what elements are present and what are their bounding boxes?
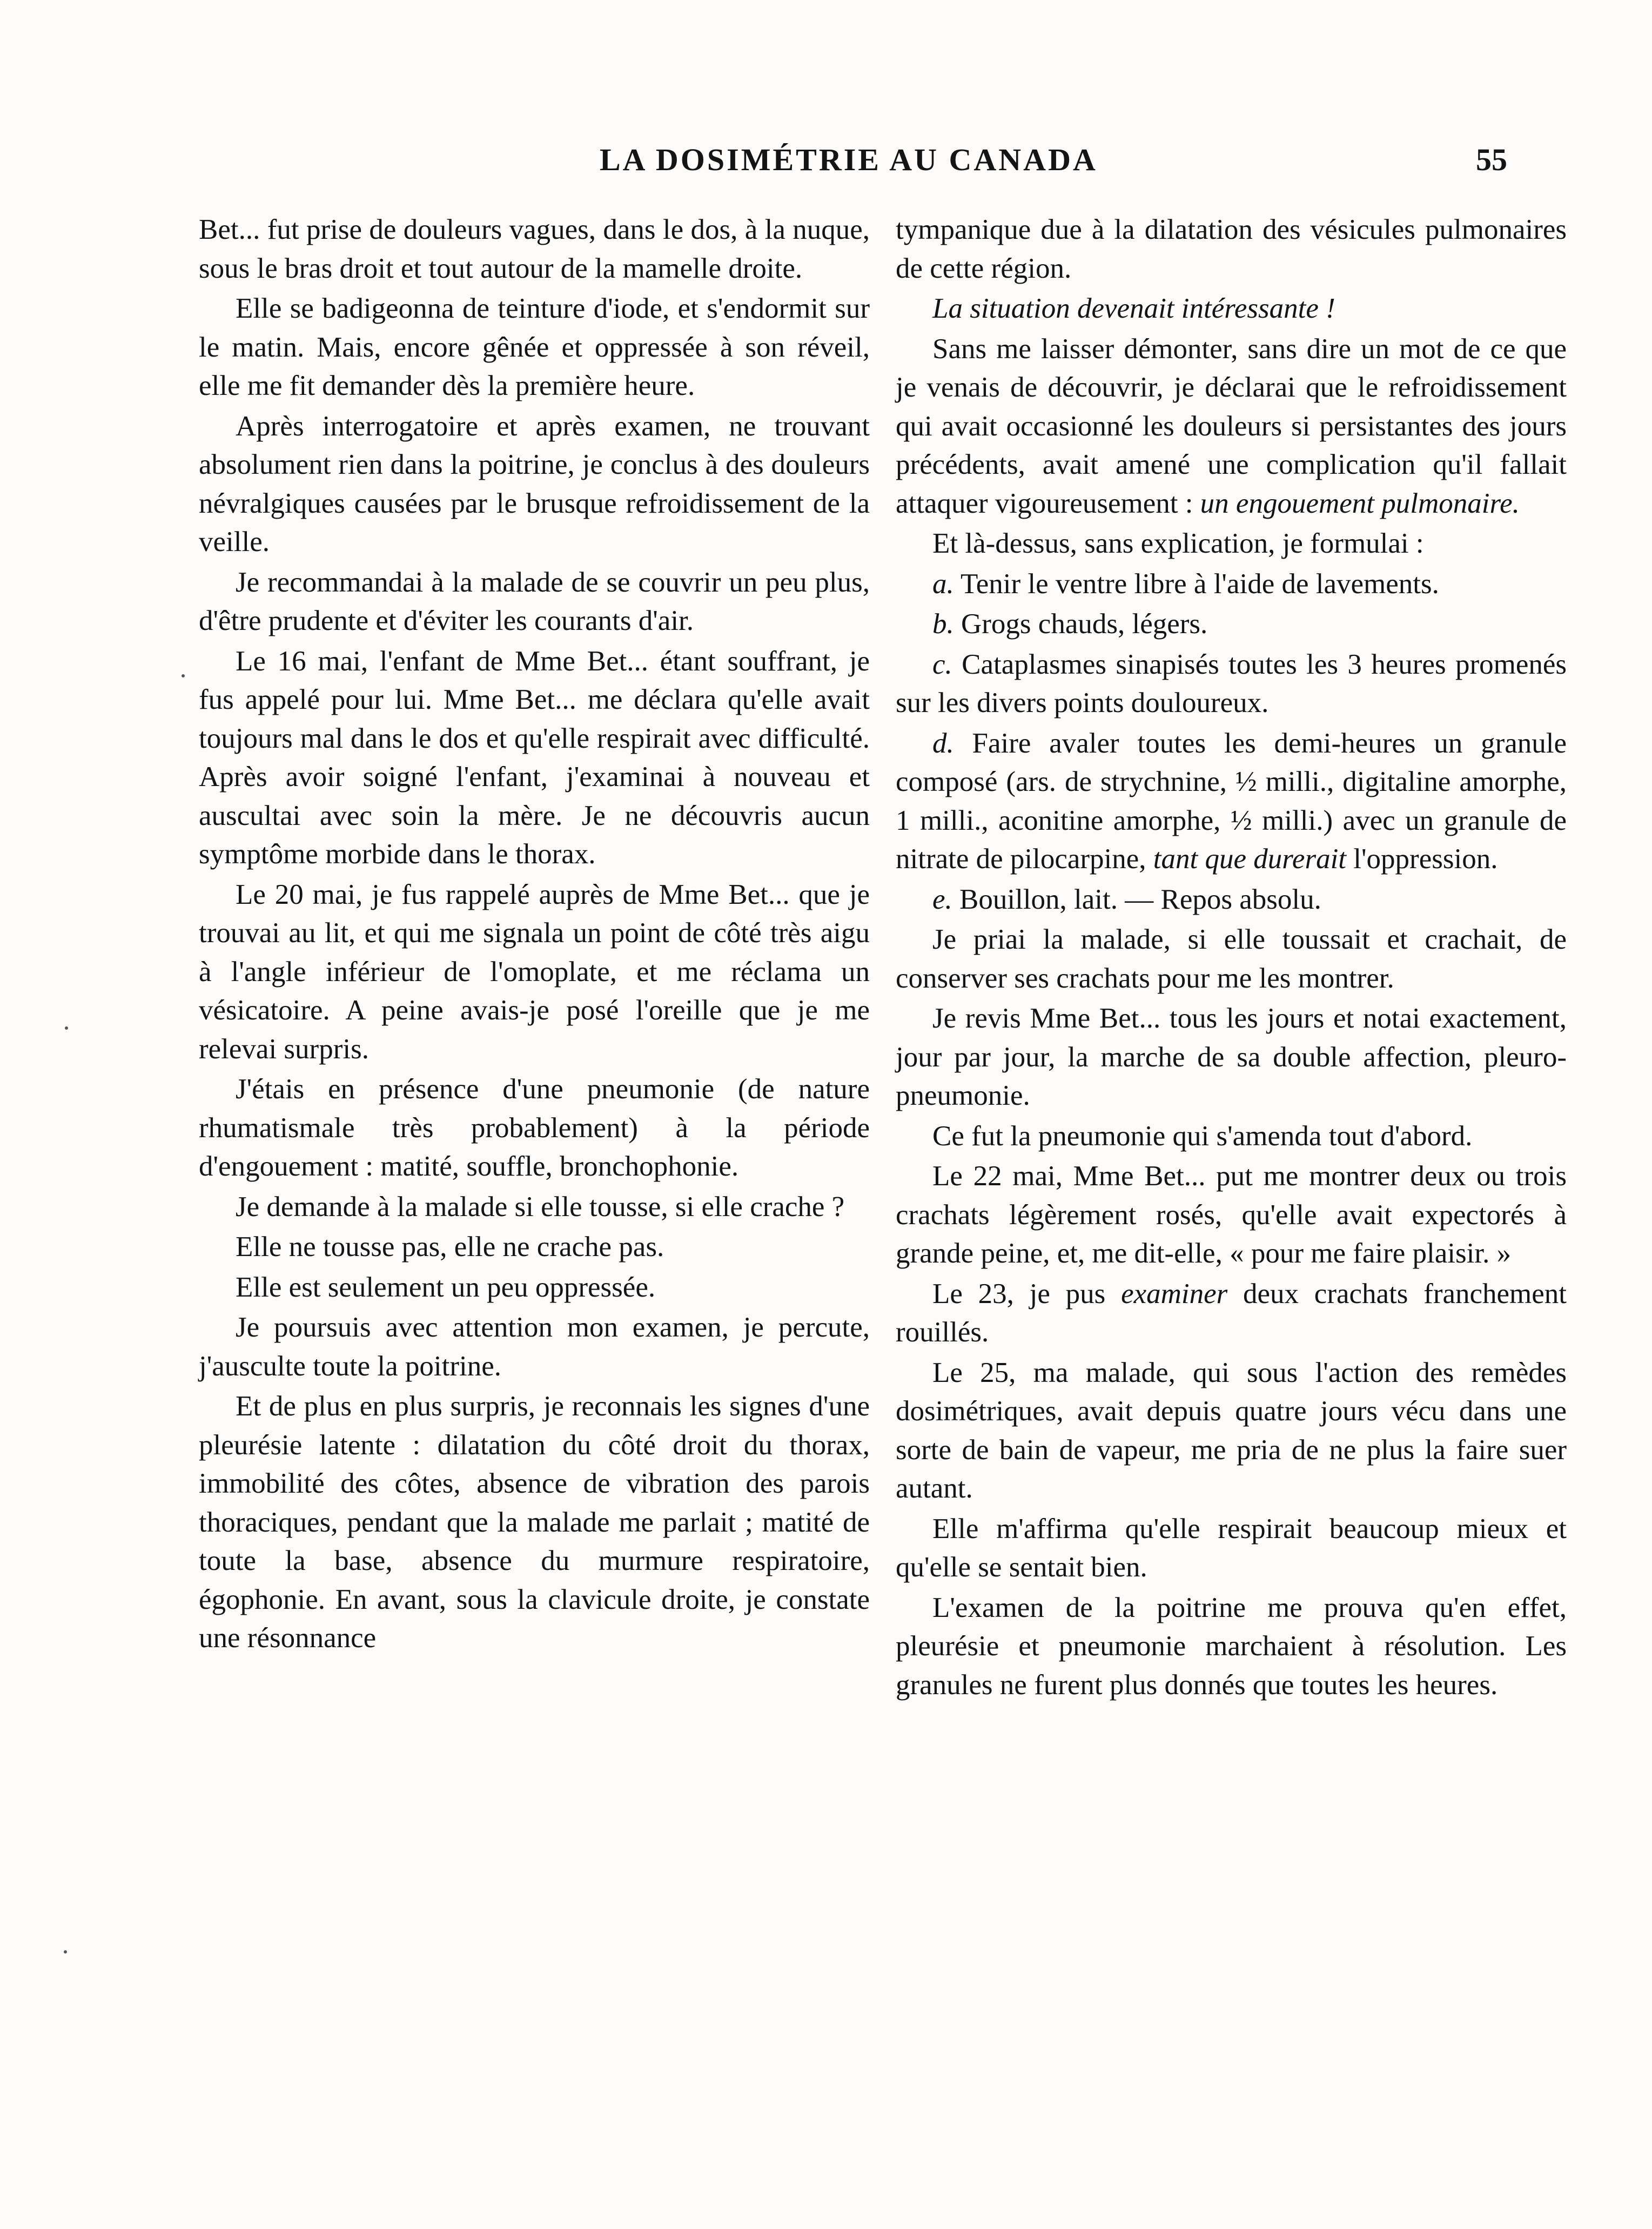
left-column [199, 211, 870, 1660]
paragraph: tympanique due à la dilatation des vésicules pulmonaires de cette région. [896, 214, 1567, 284]
paragraph [896, 1275, 1567, 1352]
emphasis: un engouement pulmonaire. [1200, 487, 1520, 519]
item-text: Cataplasmes sinapisés toutes les 3 heures promenés sur les divers points douloureux. [896, 648, 1567, 719]
paragraph: Je revis Mme Bet... tous les jours et notai exactement, jour par jour, la marche de sa double affection, pleuro-pneumonie. [896, 1003, 1567, 1111]
paragraph: Après interrogatoire et après examen, ne trouvant absolument rien dans la poitrine, je conclus à des douleurs névralgiques causées par le brusque refroidissement de la veille. [199, 410, 870, 558]
margin-speck [65, 1026, 68, 1030]
prescription-item [896, 724, 1567, 879]
text: deux crachats franchement rouillés. [896, 1278, 1567, 1348]
paragraph: Je priai la malade, si elle toussait et crachait, de conserver ses crachats pour me les montrer. [896, 924, 1567, 994]
right-column [896, 211, 1567, 1706]
paragraph: Ce fut la pneumonie qui s'amenda tout d'abord. [932, 1120, 1473, 1152]
paragraph: Bet... fut prise de douleurs vagues, dans le dos, à la nuque, sous le bras droit et tout autour de la mamelle droite. [199, 214, 870, 284]
paragraph: Le 20 mai, je fus rappelé auprès de Mme Bet... que je trouvai au lit, et qui me signala un point de côté très aigu à l'angle inférieur de l'omoplate, et me réclama un vésicatoire. A peine avais-je posé l'oreille que je me relevai surpris. [199, 878, 870, 1065]
paragraph: L'examen de la poitrine me prouva qu'en effet, pleurésie et pneumonie marchaient à résolution. Les granules ne furent plus donnés que toutes les heures. [896, 1592, 1567, 1701]
item-text: Bouillon, lait. — Repos absolu. [959, 883, 1321, 915]
prescription-item [896, 605, 1567, 644]
item-text: Tenir le ventre libre à l'aide de lavements. [961, 568, 1439, 600]
text: Le 23, je pus [932, 1278, 1106, 1310]
item-letter: e. [932, 883, 952, 915]
margin-speck [64, 1950, 67, 1953]
paragraph: Elle ne tousse pas, elle ne crache pas. [236, 1231, 664, 1263]
item-letter: b. [932, 608, 954, 640]
paragraph: Elle est seulement un peu oppressée. [236, 1271, 656, 1303]
paragraph: Et de plus en plus surpris, je reconnais les signes d'une pleurésie latente : dilatation du côté droit du thorax, immobilité des côtes, absence de vibration des parois thoraciques, pendant que la malade me parlait ; matité de toute la base, absence du murmure respiratoire, égophonie. En avant, sous la clavicule droite, je constate une résonnance [199, 1391, 870, 1654]
item-text: l'oppression. [1353, 843, 1498, 875]
item-letter: a. [932, 568, 954, 600]
emphasis: La situation devenait intéressante ! [932, 293, 1335, 324]
paragraph: Je recommandai à la malade de se couvrir un peu plus, d'être prudente et d'éviter les courants d'air. [199, 566, 870, 636]
text: Sans me laisser démonter, sans dire un mot de ce que je venais de découvrir, je déclarai que le refroidissement qui avait occasionné les douleurs si persistantes des jours précédents, avait amené une complication qu'il fallait attaquer vigoureusement : [896, 333, 1567, 519]
paragraph: Le 25, ma malade, qui sous l'action des remèdes dosimétriques, avait depuis quatre jours vécu dans une sorte de bain de vapeur, me pria de ne plus la faire suer autant. [896, 1357, 1567, 1504]
emphasis: examiner [1121, 1278, 1228, 1310]
paragraph: Et là-dessus, sans explication, je formulai : [932, 528, 1424, 559]
prescription-item [896, 646, 1567, 723]
paragraph: Le 16 mai, l'enfant de Mme Bet... étant souffrant, je fus appelé pour lui. Mme Bet... me déclara qu'elle avait toujours mal dans le dos et qu'elle respirait avec difficulté. Après avoir soigné l'enfant, j'examinai à nouveau et auscultai avec soin la mère. Je ne découvris aucun symptôme morbide dans le thorax. [199, 645, 870, 870]
margin-speck [182, 674, 185, 677]
prescription-item [896, 881, 1567, 919]
paragraph: Je demande à la malade si elle tousse, si elle crache ? [236, 1191, 845, 1223]
paragraph: Elle m'affirma qu'elle respirait beaucoup mieux et qu'elle se sentait bien. [896, 1513, 1567, 1583]
paragraph: Je poursuis avec attention mon examen, je percute, j'ausculte toute la poitrine. [199, 1312, 870, 1382]
paragraph [896, 290, 1567, 328]
item-text: Faire avaler toutes les demi-heures un granule composé (ars. de strychnine, ½ milli., digitaline amorphe, 1 milli., aconitine amorphe, ½ milli.) avec un granule de nitrate de pilocarpine, [896, 727, 1567, 875]
emphasis: tant que durerait [1153, 843, 1347, 875]
running-head: LA DOSIMÉTRIE AU CANADA [600, 142, 1098, 177]
item-text: Grogs chauds, légers. [961, 608, 1208, 640]
paragraph: Elle se badigeonna de teinture d'iode, et s'endormit sur le matin. Mais, encore gênée et oppressée à son réveil, elle me fit demander dès la première heure. [199, 293, 870, 401]
page-number: 55 [1476, 142, 1507, 177]
paragraph: J'étais en présence d'une pneumonie (de nature rhumatismale très probablement) à la période d'engouement : matité, souffle, bronchophonie. [199, 1073, 870, 1182]
paragraph [896, 330, 1567, 523]
item-letter: c. [932, 648, 952, 680]
prescription-item [896, 565, 1567, 604]
item-letter: d. [932, 727, 954, 759]
paragraph: Le 22 mai, Mme Bet... put me montrer deux ou trois crachats légèrement rosés, qu'elle avait expectorés à grande peine, et, me dit-elle, « pour me faire plaisir. » [896, 1160, 1567, 1269]
